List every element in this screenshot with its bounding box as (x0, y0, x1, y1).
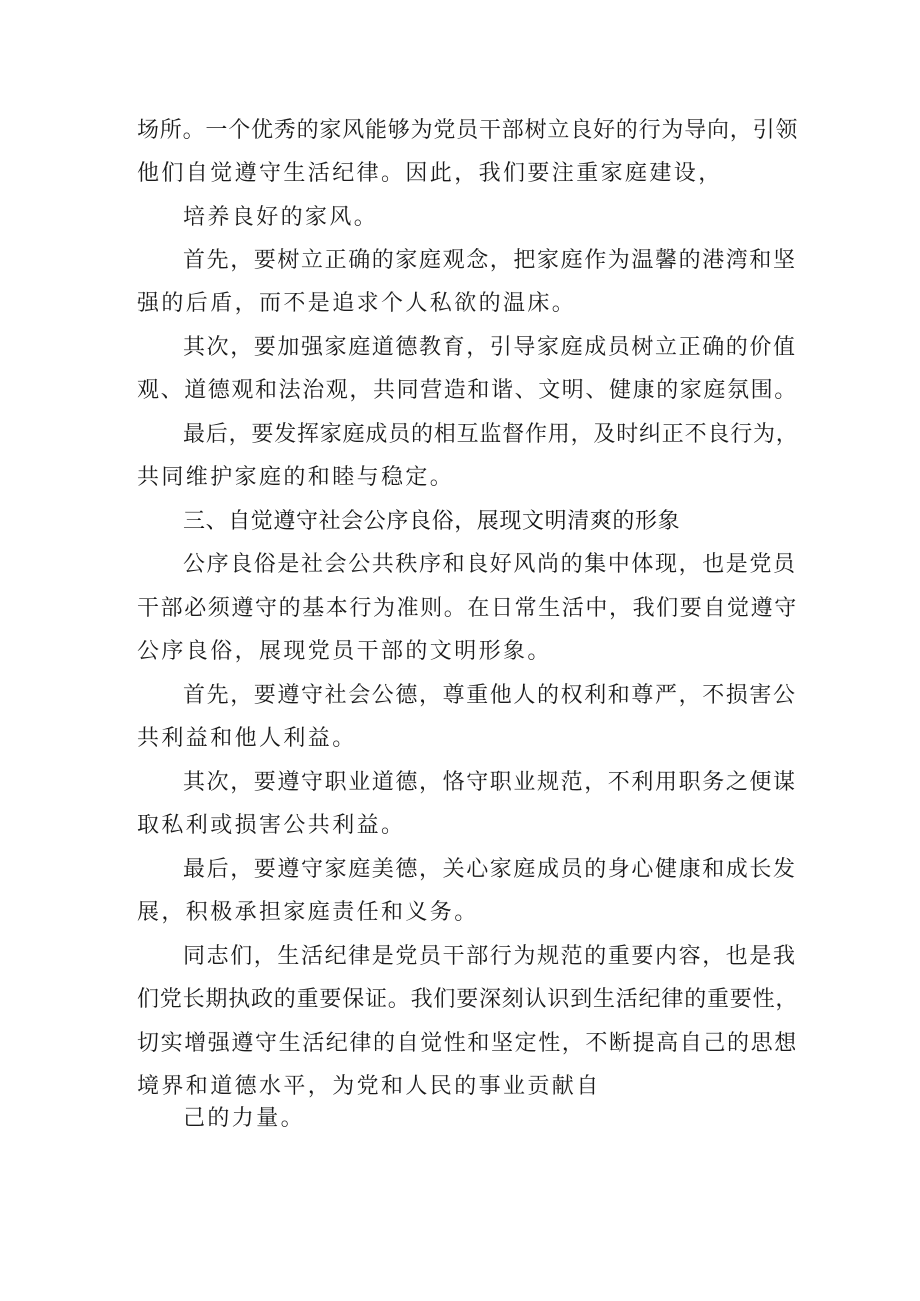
text-line: 首先，要遵守社会公德，尊重他人的权利和尊严，不损害公 (183, 683, 797, 708)
text-line: 首先，要树立正确的家庭观念，把家庭作为温馨的港湾和坚 (183, 248, 797, 273)
text-line: 培养良好的家风。 (183, 205, 379, 230)
text-line: 展，积极承担家庭责任和义务。 (137, 900, 479, 925)
text-line: 干部必须遵守的基本行为准则。在日常生活中，我们要自觉遵守 (137, 596, 798, 621)
text-line: 同志们，生活纪律是党员干部行为规范的重要内容，也是我 (183, 944, 797, 969)
text-line: 强的后盾，而不是追求个人私欲的温床。 (137, 291, 577, 316)
text-line: 最后，要遵守家庭美德，关心家庭成员的身心健康和成长发 (183, 857, 797, 882)
section-heading: 三、自觉遵守社会公序良俗，展现文明清爽的形象 (183, 509, 681, 534)
text-line: 公序良俗是社会公共秩序和良好风尚的集中体现，也是党员 (183, 552, 797, 577)
text-line: 们党长期执政的重要保证。我们要深刻认识到生活纪律的重要性， (137, 987, 799, 1012)
text-line: 观、道德观和法治观，共同营造和谐、文明、健康的家庭氛围。 (137, 378, 798, 403)
text-line: 他们自觉遵守生活纪律。因此，我们要注重家庭建设， (137, 161, 723, 186)
text-line: 共利益和他人利益。 (137, 726, 357, 751)
text-line: 取私利或损害公共利益。 (137, 813, 406, 838)
text-line: 己的力量。 (183, 1106, 306, 1131)
text-line: 其次，要加强家庭道德教育，引导家庭成员树立正确的价值 (183, 335, 797, 360)
text-line: 其次，要遵守职业道德，恪守职业规范，不利用职务之便谋 (183, 770, 797, 795)
text-line: 切实增强遵守生活纪律的自觉性和坚定性，不断提高自己的思想 (137, 1031, 798, 1056)
text-line: 共同维护家庭的和睦与稳定。 (137, 465, 455, 490)
text-line: 境界和道德水平，为党和人民的事业贡献自 (137, 1074, 601, 1099)
text-line: 最后，要发挥家庭成员的相互监督作用，及时纠正不良行为， (183, 422, 799, 447)
text-line: 公序良俗，展现党员干部的文明形象。 (137, 639, 552, 664)
text-line: 场所。一个优秀的家风能够为党员干部树立良好的行为导向，引领 (137, 118, 799, 143)
